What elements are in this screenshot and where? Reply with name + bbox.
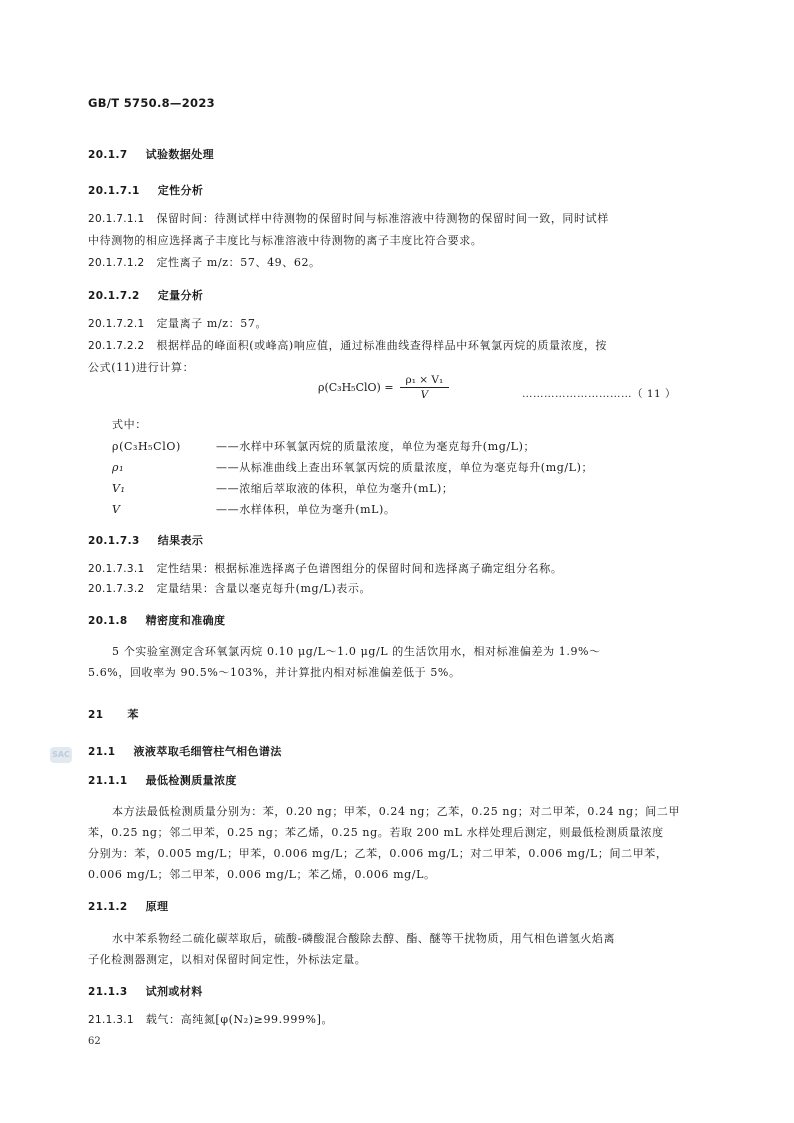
formula-number: …………………………（ 11 ） (522, 388, 677, 400)
paragraph-principle-line1: 水中苯系物经二硫化碳萃取后，硫酸-磷酸混合酸除去醇、酯、醚等干扰物质，用气相色谱氢火焰离 (112, 932, 616, 945)
clause-20-1-7-1-2 (88, 252, 321, 274)
clause-text: 定性离子 m/z：57、49、62。 (156, 256, 321, 269)
where-symbol: ρ(C₃H₅ClO) (112, 440, 181, 453)
heading-number: 21.1.1 (88, 775, 128, 787)
page-number: 62 (88, 1036, 101, 1047)
clause-number: 20.1.7.1.2 (88, 257, 145, 269)
where-desc: ——水样中环氧氯丙烷的质量浓度，单位为毫克每升(mg/L)； (216, 440, 536, 453)
clause-20-1-7-2-2-line2: 公式(11)进行计算： (88, 361, 195, 374)
heading-20-1-7 (88, 146, 214, 162)
formula-fraction (400, 374, 450, 401)
heading-title: 原理 (145, 900, 169, 913)
paragraph-min-detect-line1: 本方法最低检测质量分别为：苯，0.20 ng；甲苯，0.24 ng；乙苯，0.25 ng；对二甲苯，0.24 ng；间二甲 (112, 805, 681, 818)
standard-number: GB/T 5750.8—2023 (88, 96, 215, 110)
where-symbol: V (112, 503, 121, 516)
formula-denominator: V (420, 389, 429, 401)
heading-number: 20.1.7 (88, 149, 128, 161)
watermark-stamp: SAC (50, 747, 72, 763)
heading-title: 最低检测质量浓度 (145, 774, 237, 787)
heading-title: 试剂或材料 (145, 985, 203, 998)
clause-number: 20.1.7.2.1 (88, 318, 145, 330)
heading-20-1-7-3 (88, 532, 203, 548)
where-row (112, 438, 535, 454)
where-intro: 式中： (112, 418, 147, 431)
heading-title: 试验数据处理 (145, 148, 215, 161)
clause-number: 20.1.7.3.1 (88, 563, 145, 575)
clause-20-1-7-2-2-line1 (88, 335, 607, 357)
formula-11 (318, 374, 449, 401)
heading-title: 精密度和准确度 (145, 614, 226, 627)
heading-number: 20.1.8 (88, 615, 128, 627)
clause-text: 定量结果：含量以毫克每升(mg/L)表示。 (156, 582, 372, 595)
heading-21-1-2 (88, 898, 168, 914)
clause-text: 根据样品的峰面积(或峰高)响应值，通过标准曲线查得样品中环氧氯丙烷的质量浓度，按 (156, 339, 608, 352)
heading-title: 定量分析 (157, 289, 204, 302)
where-desc: ——从标准曲线上查出环氧氯丙烷的质量浓度，单位为毫克每升(mg/L)； (216, 461, 594, 474)
where-row (112, 480, 454, 496)
where-desc: ——水样体积，单位为毫升(mL)。 (216, 503, 396, 516)
clause-20-1-7-2-1 (88, 313, 267, 335)
heading-20-1-7-2 (88, 287, 203, 303)
heading-title: 苯 (127, 708, 139, 721)
clause-text: 定量离子 m/z：57。 (156, 317, 268, 330)
heading-number: 20.1.7.3 (88, 535, 140, 547)
clause-text: 保留时间：待测试样中待测物的保留时间与标准溶液中待测物的保留时间一致，同时试样 (156, 212, 609, 225)
formula-numerator: ρ₁ × V₁ (400, 374, 450, 388)
clause-text: 载气：高纯氮[φ(N₂)≥99.999%]。 (145, 1013, 334, 1026)
clause-number: 21.1.3.1 (88, 1014, 134, 1026)
heading-21-1-1 (88, 772, 237, 788)
clause-21-1-3-1 (88, 1009, 333, 1031)
where-row (112, 459, 593, 475)
clause-20-1-7-1-1-line1 (88, 208, 609, 230)
clause-number: 20.1.7.2.2 (88, 340, 145, 352)
heading-title: 液液萃取毛细管柱气相色谱法 (133, 745, 282, 758)
paragraph-precision-line2: 5.6%，回收率为 90.5%～103%，并计算批内相对标准偏差低于 5%。 (88, 666, 461, 679)
clause-20-1-7-3-1 (88, 558, 562, 580)
paragraph-min-detect-line3: 分别为：苯，0.005 mg/L；甲苯，0.006 mg/L；乙苯，0.006 mg/L；对二甲苯，0.006 mg/L；间二甲苯， (88, 847, 668, 860)
formula-lhs: ρ(C₃H₅ClO) = (318, 381, 394, 394)
heading-title: 结果表示 (157, 534, 204, 547)
clause-number: 20.1.7.3.2 (88, 583, 145, 595)
heading-number: 21 (88, 709, 104, 721)
heading-number: 20.1.7.2 (88, 290, 140, 302)
paragraph-precision-line1: 5 个实验室测定含环氧氯丙烷 0.10 μg/L～1.0 μg/L 的生活饮用水，相对标准偏差为 1.9%～ (112, 645, 601, 658)
heading-21 (88, 706, 139, 722)
paragraph-min-detect-line4: 0.006 mg/L；邻二甲苯，0.006 mg/L；苯乙烯，0.006 mg/L。 (88, 868, 436, 881)
where-row (112, 501, 396, 517)
clause-number: 20.1.7.1.1 (88, 213, 145, 225)
heading-number: 20.1.7.1 (88, 185, 140, 197)
heading-title: 定性分析 (157, 184, 204, 197)
clause-20-1-7-3-2 (88, 578, 371, 600)
heading-20-1-8 (88, 612, 225, 628)
heading-number: 21.1 (88, 746, 116, 758)
clause-20-1-7-1-1-line2: 中待测物的相应选择离子丰度比与标准溶液中待测物的离子丰度比符合要求。 (88, 234, 483, 247)
heading-20-1-7-1 (88, 182, 203, 198)
heading-number: 21.1.3 (88, 986, 128, 998)
where-symbol: ρ₁ (112, 461, 125, 474)
clause-text: 定性结果：根据标准选择离子色谱图组分的保留时间和选择离子确定组分名称。 (156, 562, 563, 575)
paragraph-principle-line2: 子化检测器测定，以相对保留时间定性，外标法定量。 (88, 953, 367, 966)
paragraph-min-detect-line2: 苯，0.25 ng；邻二甲苯，0.25 ng；苯乙烯，0.25 ng。若取 200 mL 水样处理后测定，则最低检测质量浓度 (88, 826, 664, 839)
heading-21-1 (88, 743, 282, 759)
where-desc: ——浓缩后萃取液的体积，单位为毫升(mL)； (216, 482, 454, 495)
heading-21-1-3 (88, 983, 203, 999)
where-symbol: V₁ (112, 482, 126, 495)
heading-number: 21.1.2 (88, 901, 128, 913)
